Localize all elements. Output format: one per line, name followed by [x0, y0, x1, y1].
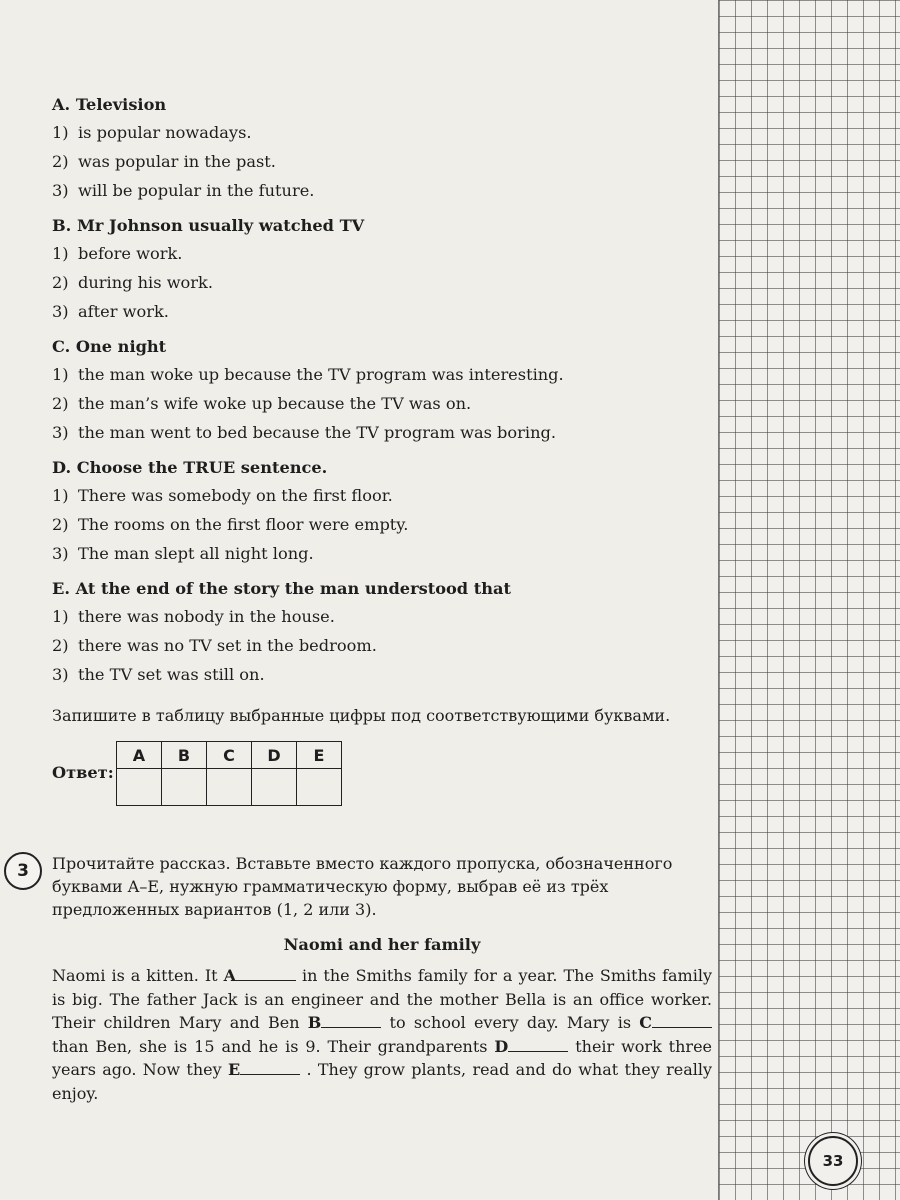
option-number: 1) — [52, 123, 69, 142]
answer-cell-a[interactable] — [117, 769, 162, 806]
answer-option[interactable] — [52, 539, 712, 568]
story-segment: in the Smiths family for a year. The Smiths family is big. The father Jack is an engineer and the mother Bella is an office worker. Their children Mary and Ben — [52, 966, 712, 1032]
spacer — [52, 568, 712, 576]
answer-option[interactable] — [52, 147, 712, 176]
exercise-content — [17, 92, 713, 1103]
gap-letter-d: D — [494, 1036, 509, 1056]
option-number: 2) — [52, 152, 69, 171]
option-number: 1) — [52, 244, 69, 263]
answer-option[interactable] — [52, 297, 712, 326]
option-text: is popular nowadays. — [78, 123, 252, 142]
spacer — [52, 447, 712, 455]
task-3 — [17, 852, 713, 1105]
answer-option[interactable] — [52, 510, 712, 539]
page-number: 33 — [808, 1136, 858, 1186]
answer-header: B — [162, 742, 207, 769]
option-number: 2) — [52, 636, 69, 655]
answer-option[interactable] — [52, 481, 712, 510]
story-segment: Naomi is a kitten. It — [52, 966, 224, 985]
spacer — [52, 689, 712, 697]
option-text: there was nobody in the house. — [78, 607, 335, 626]
grid-margin — [718, 0, 900, 1200]
answer-option[interactable] — [52, 660, 712, 689]
question-title: C. One night — [52, 337, 167, 356]
answer-option[interactable] — [52, 602, 712, 631]
answer-option[interactable] — [52, 389, 712, 418]
answer-option[interactable] — [52, 631, 712, 660]
answer-option[interactable] — [52, 176, 712, 205]
option-text: was popular in the past. — [78, 152, 276, 171]
gap-letter-b: B — [307, 1013, 322, 1032]
gap-blank-b[interactable] — [321, 1013, 381, 1028]
option-number: 3) — [52, 423, 69, 442]
option-number: 1) — [52, 365, 69, 384]
gap-letter-c: C — [639, 1013, 653, 1032]
option-number: 1) — [52, 486, 69, 505]
gap-blank-a[interactable] — [236, 966, 296, 981]
gap-blank-d[interactable] — [508, 1037, 568, 1052]
gap-letter-e: E — [227, 1060, 241, 1079]
answer-option[interactable] — [52, 418, 712, 447]
option-number: 2) — [52, 394, 69, 413]
answer-header: E — [297, 742, 342, 769]
option-text: the man went to bed because the TV program was boring. — [78, 423, 556, 442]
option-number: 3) — [52, 302, 69, 321]
answer-cell-c[interactable] — [207, 769, 252, 806]
option-text: the man woke up because the TV program was interesting. — [78, 365, 564, 384]
option-number: 2) — [52, 273, 69, 292]
story-segment: . They grow plants, read and do what they really enjoy. — [52, 1060, 712, 1103]
option-text: after work. — [78, 302, 169, 321]
option-number: 3) — [52, 181, 69, 200]
answer-header: A — [117, 742, 162, 769]
answer-cell-e[interactable] — [297, 769, 342, 806]
answer-section — [52, 735, 712, 815]
answer-header: D — [252, 742, 297, 769]
option-text: There was somebody on the first floor. — [78, 486, 393, 505]
option-text: The man slept all night long. — [78, 544, 314, 563]
question-title: D. Choose the TRUE sentence. — [52, 458, 328, 477]
question-title: A. Television — [52, 95, 167, 114]
gap-letter-a: A — [223, 966, 237, 985]
answer-table — [116, 741, 342, 806]
question-title: B. Mr Johnson usually watched TV — [52, 216, 365, 235]
option-text: the man’s wife woke up because the TV was on. — [78, 394, 472, 413]
story-segment: their work three years ago. Now they — [52, 1036, 713, 1079]
task-number-badge: 3 — [4, 852, 42, 890]
table-instruction: Запишите в таблицу выбранные цифры под соответствующими буквами. — [52, 706, 671, 725]
option-text: The rooms on the first floor were empty. — [78, 515, 409, 534]
option-number: 1) — [52, 607, 69, 626]
story-text — [52, 964, 712, 1105]
answer-option[interactable] — [52, 268, 712, 297]
gap-blank-e[interactable] — [240, 1060, 300, 1075]
option-text: there was no TV set in the bedroom. — [78, 636, 377, 655]
answer-option[interactable] — [52, 118, 712, 147]
question-title: E. At the end of the story the man understood that — [52, 579, 511, 598]
story-segment: than Ben, she is 15 and he is 9. Their grandparents — [52, 1036, 495, 1056]
story-segment: to school every day. Mary is — [381, 1013, 640, 1032]
answer-label: Ответ: — [52, 763, 114, 782]
answer-option[interactable] — [52, 239, 712, 268]
gap-blank-c[interactable] — [652, 1013, 712, 1028]
option-text: the TV set was still on. — [78, 665, 265, 684]
answer-cell-d[interactable] — [252, 769, 297, 806]
option-number: 3) — [52, 665, 69, 684]
option-number: 3) — [52, 544, 69, 563]
task-3-instruction: Прочитайте рассказ. Вставьте вместо каждого пропуска, обозначенного буквами A–E, нужную грамматическую форму, выбрав её из трёх предложенных вариантов (1, 2 или 3). — [52, 854, 673, 919]
story-title: Naomi and her family — [283, 935, 481, 954]
option-text: will be popular in the future. — [78, 181, 315, 200]
answer-option[interactable] — [52, 360, 712, 389]
option-number: 2) — [52, 515, 69, 534]
spacer — [52, 326, 712, 334]
spacer — [52, 205, 712, 213]
option-text: during his work. — [78, 273, 213, 292]
option-text: before work. — [78, 244, 183, 263]
answer-header: C — [207, 742, 252, 769]
question-list — [52, 92, 712, 697]
answer-cell-b[interactable] — [162, 769, 207, 806]
